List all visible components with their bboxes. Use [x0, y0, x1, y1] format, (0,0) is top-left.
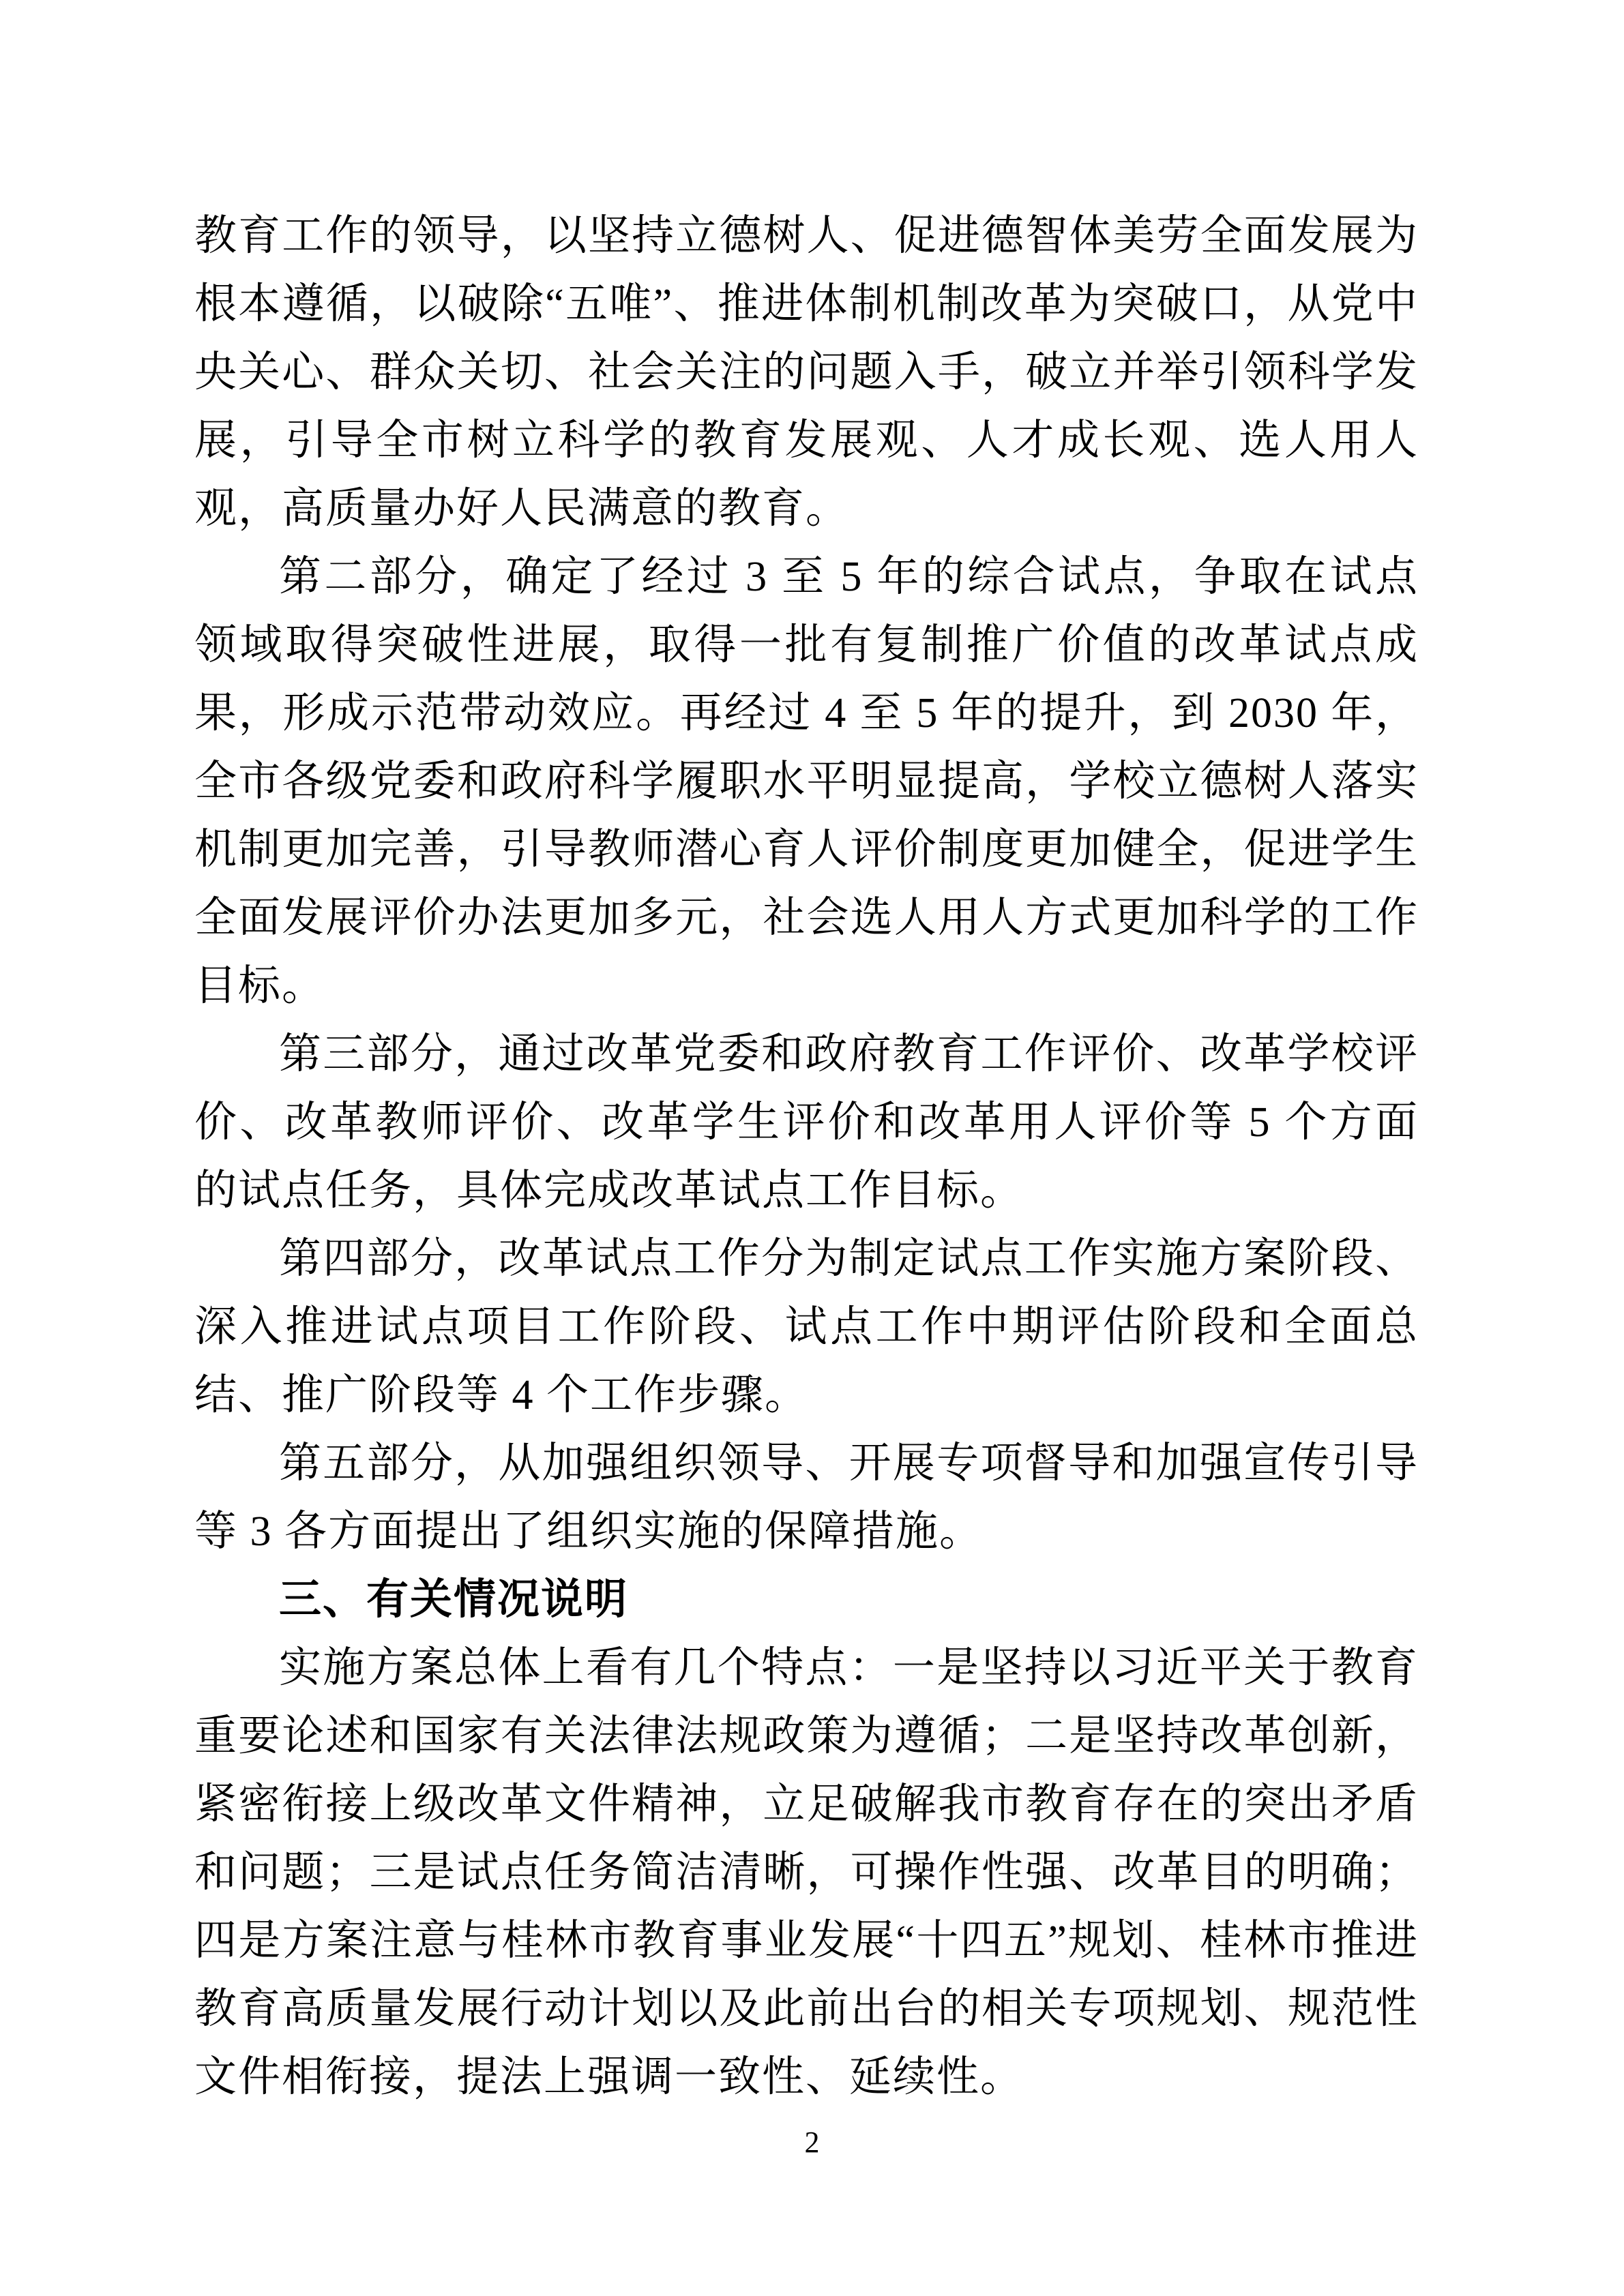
section-heading-situation-notes: 三、有关情况说明 — [279, 1576, 629, 1623]
page-number: 2 — [804, 2126, 820, 2159]
paragraph-continuation: 教育工作的领导，以坚持立德树人、促进德智体美劳全面发展为根本遵循，以破除“五唯”、推进体制机制改革为突破口，从党中央关心、群众关切、社会关注的问题入手，破立并举引领科学发展，引导全市树立科学的教育发展观、人才成长观、选人用人观，高质量办好人民满意的教育。 — [194, 213, 1419, 532]
paragraph-part-five: 第五部分，从加强组织领导、开展专项督导和加强宣传引导等 3 各方面提出了组织实施的保障措施。 — [194, 1440, 1419, 1555]
paragraph-situation-notes: 实施方案总体上看有几个特点：一是坚持以习近平关于教育重要论述和国家有关法律法规政策为遵循；二是坚持改革创新，紧密衔接上级改革文件精神，立足破解我市教育存在的突出矛盾和问题；三是试点任务简洁清晰，可操作性强、改革目的明确；四是方案注意与桂林市教育事业发展“十四五”规划、桂林市推进教育高质量发展行动计划以及此前出台的相关专项规划、规范性文件相衔接，提法上强调一致性、延续性。 — [194, 1645, 1419, 2100]
paragraph-part-three: 第三部分，通过改革党委和政府教育工作评价、改革学校评价、改革教师评价、改革学生评价和改革用人评价等 5 个方面的试点任务，具体完成改革试点工作目标。 — [194, 1031, 1419, 1214]
paragraph-part-four: 第四部分，改革试点工作分为制定试点工作实施方案阶段、深入推进试点项目工作阶段、试点工作中期评估阶段和全面总结、推广阶段等 4 个工作步骤。 — [194, 1236, 1419, 1418]
document-body — [194, 202, 1419, 2111]
paragraph-part-two: 第二部分，确定了经过 3 至 5 年的综合试点，争取在试点领域取得突破性进展，取得一批有复制推广价值的改革试点成果，形成示范带动效应。再经过 4 至 5 年的提升，到 2030 年，全市各级党委和政府科学履职水平明显提高，学校立德树人落实机制更加完善，引导教师潜心育人评价制度更加健全，促进学生全面发展评价办法更加多元，社会选人用人方式更加科学的工作目标。 — [194, 554, 1419, 1009]
